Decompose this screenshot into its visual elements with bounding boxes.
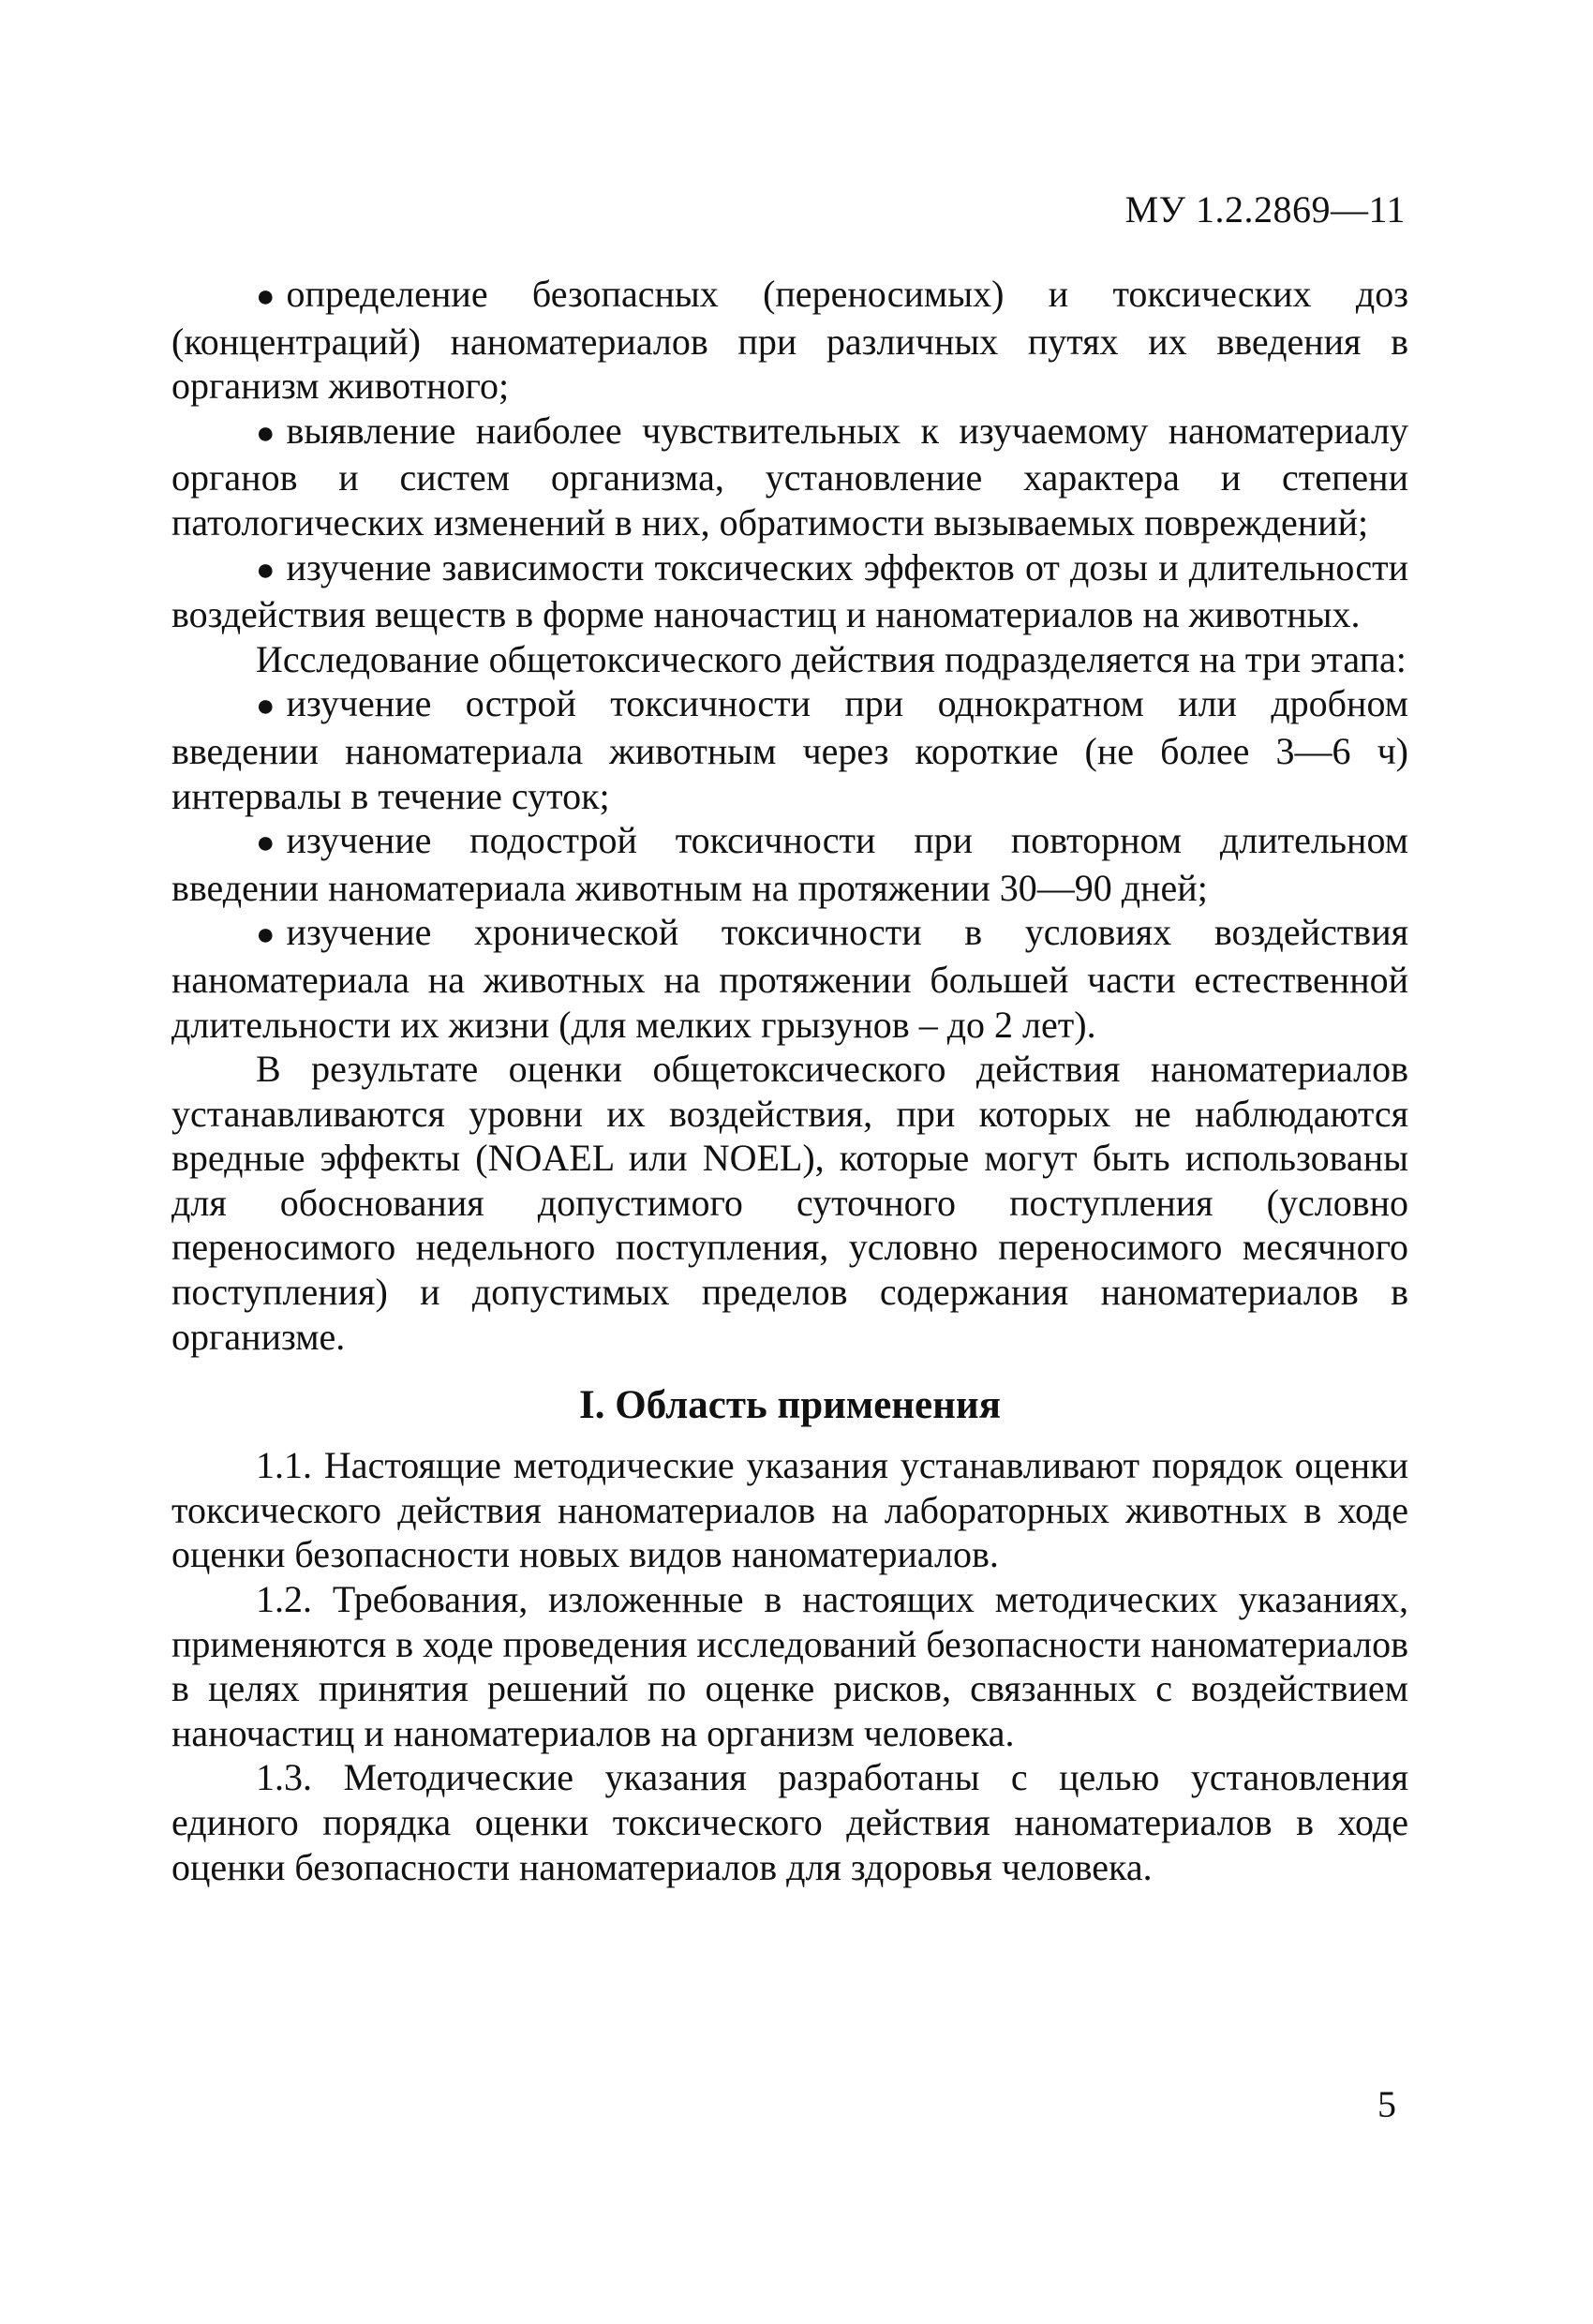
page-number: 5 xyxy=(1377,2083,1396,2125)
list-item-text: определение безопасных (переносимых) и токсических доз (концентраций) наноматериалов при различных путях их введения в организм животного; xyxy=(171,273,1408,408)
results-paragraph: В результате оценки общетоксического действия наноматериалов устанавливаются уровни их воздействия, при которых не наблюдаются вредные эффекты (NOAEL или NOEL), которые могут быть использованы для обоснования допустимого суточного поступления (условно переносимого недельного поступления, условно переносимого месячного поступления) и допустимых пределов содержания наноматериалов в организме. xyxy=(171,1048,1408,1358)
list-item xyxy=(171,409,1408,545)
list-item xyxy=(171,910,1408,1047)
bullet-icon: ● xyxy=(256,279,275,314)
list-item xyxy=(171,272,1408,409)
section-title: I. Область применения xyxy=(579,1383,1001,1428)
clause-paragraph: 1.3. Методические указания разработаны с целью установления единого порядка оценки токсического действия наноматериалов в ходе оценки безопасности наноматериалов для здоровья человека. xyxy=(171,1756,1408,1888)
list-item-text: выявление наиболее чувствительных к изучаемому наноматериалу органов и систем организма, установление характера и степени патологических изменений в них, обратимости вызываемых повреждений; xyxy=(171,409,1408,544)
clause-paragraph: 1.2. Требования, изложенные в настоящих методических указаниях, применяются в ходе проведения исследований безопасности наноматериалов в целях принятия решений по оценке рисков, связанных с воздействием наночастиц и наноматериалов на организм человека. xyxy=(171,1578,1408,1754)
bullet-icon: ● xyxy=(256,917,275,953)
document-code: МУ 1.2.2869—11 xyxy=(1124,188,1406,231)
list-item-text: изучение подострой токсичности при повторном длительном введении наноматериала животным на протяжении 30—90 дней; xyxy=(171,819,1408,909)
list-item xyxy=(171,818,1408,910)
bullet-icon: ● xyxy=(256,415,275,451)
stages-intro-paragraph: Исследование общетоксического действия подразделяется на три этапа: xyxy=(256,637,1407,680)
bullet-icon: ● xyxy=(256,552,275,588)
list-item-text: изучение хронической токсичности в условиях воздействия наноматериала на животных на протяжении большей части естественной длительности их жизни (для мелких грызунов – до 2 лет). xyxy=(171,911,1408,1046)
document-body xyxy=(171,272,1408,1889)
list-item xyxy=(171,545,1408,637)
list-item xyxy=(171,681,1408,818)
bullet-icon: ● xyxy=(256,689,275,724)
list-item-text: изучение зависимости токсических эффектов от дозы и длительности воздействия веществ в форме наночастиц и наноматериалов на животных. xyxy=(171,545,1408,636)
list-item-text: изучение острой токсичности при однократном или дробном введении наноматериала животным через короткие (не более 3—6 ч) интервалы в течение суток; xyxy=(171,682,1408,817)
bullet-icon: ● xyxy=(256,826,275,861)
clause-paragraph: 1.1. Настоящие методические указания устанавливают порядок оценки токсического действия наноматериалов на лабораторных животных в ходе оценки безопасности новых видов наноматериалов. xyxy=(171,1444,1408,1576)
